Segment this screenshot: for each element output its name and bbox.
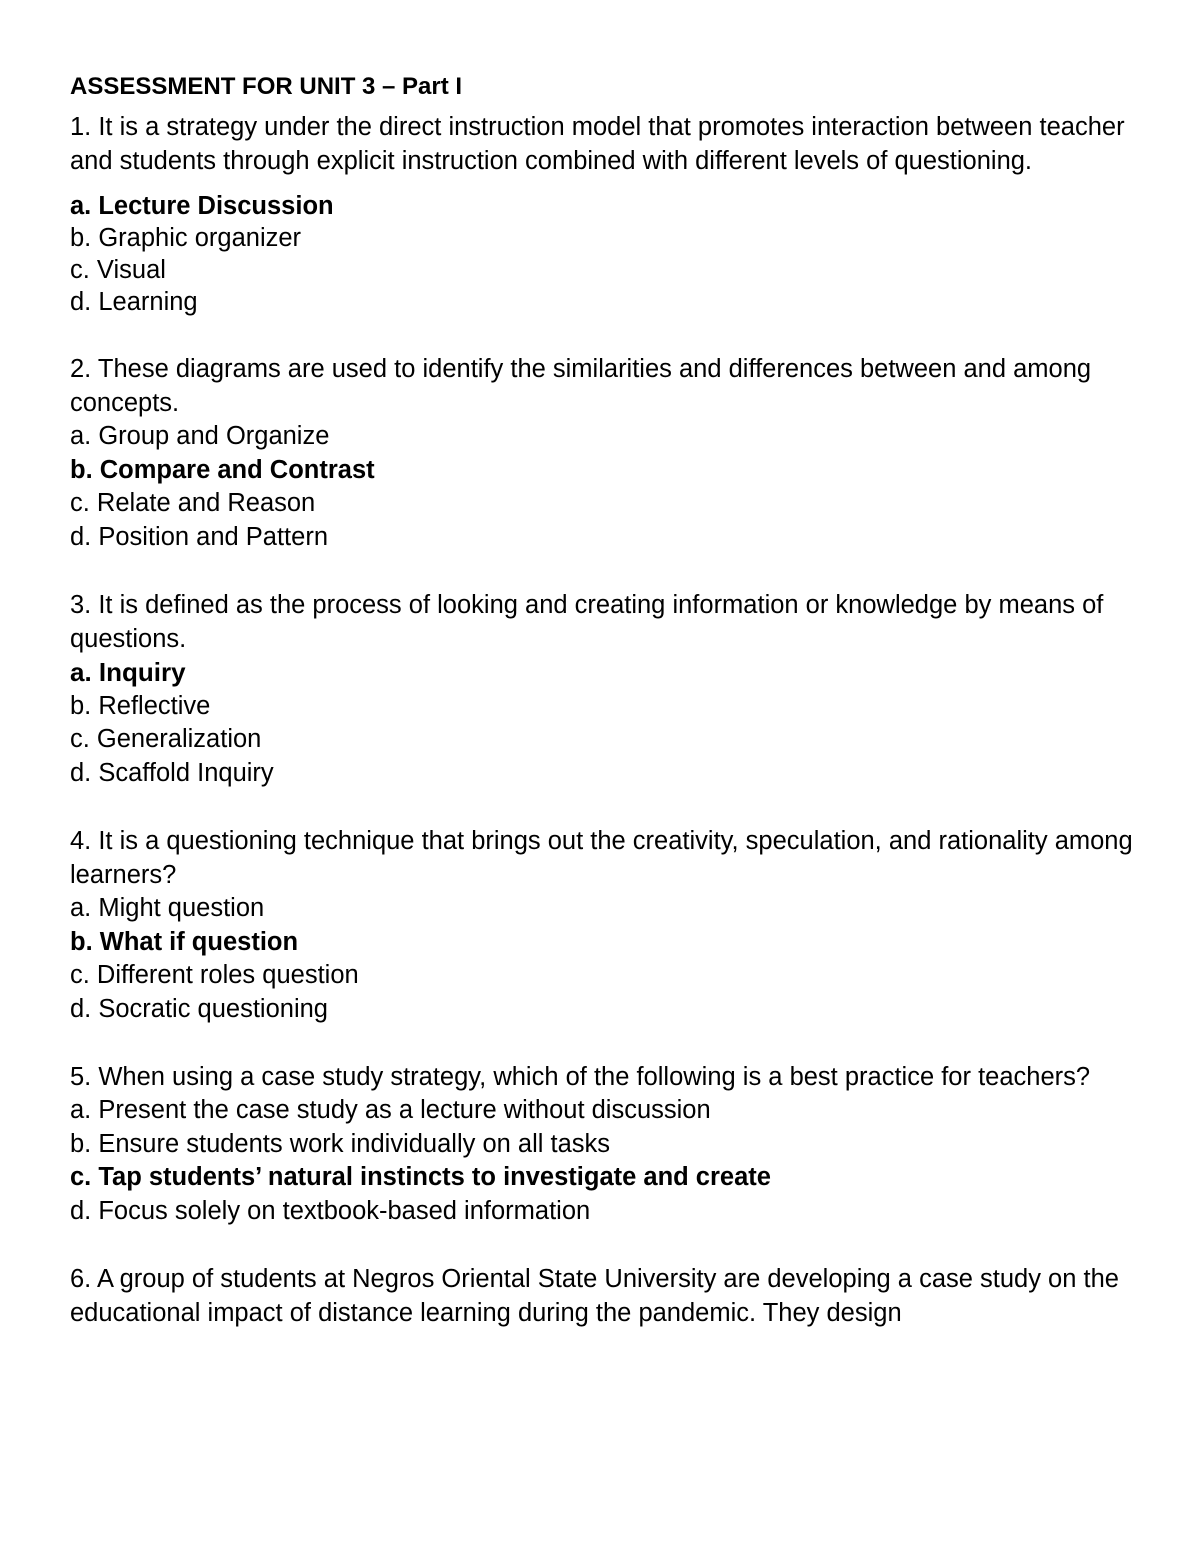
question-6 xyxy=(70,1262,1135,1330)
option-list xyxy=(70,892,1135,1026)
option-list xyxy=(70,656,1135,790)
question-stem: 2. These diagrams are used to identify the similarities and differences between and among concepts. xyxy=(70,355,1092,417)
option: b. Graphic organizer xyxy=(70,224,302,252)
option-correct: a. Inquiry xyxy=(70,657,186,687)
option: a. Group and Organize xyxy=(70,422,330,450)
question-4 xyxy=(70,824,1135,1026)
option-correct: a. Lecture Discussion xyxy=(70,192,334,220)
option: b. Ensure students work individually on all tasks xyxy=(70,1129,611,1158)
question-stem: 3. It is defined as the process of looking and creating information or knowledge by means of questions. xyxy=(70,591,1104,653)
option: d. Position and Pattern xyxy=(70,522,329,551)
question-stem: 6. A group of students at Negros Oriental State University are developing a case study on the educational impact of distance learning during the pandemic. They design xyxy=(70,1265,1119,1327)
question-3 xyxy=(70,588,1135,790)
option: c. Relate and Reason xyxy=(70,489,316,517)
option-list xyxy=(70,190,1135,318)
option: d. Learning xyxy=(70,288,198,316)
question-5 xyxy=(70,1060,1135,1228)
question-1 xyxy=(70,110,1135,318)
option: a. Present the case study as a lecture without discussion xyxy=(70,1096,711,1124)
option: d. Socratic questioning xyxy=(70,994,328,1023)
option-correct: b. Compare and Contrast xyxy=(70,455,375,484)
option-correct: c. Tap students’ natural instincts to investigate and create xyxy=(70,1163,771,1191)
question-stem: 5. When using a case study strategy, which of the following is a best practice for teachers? xyxy=(70,1063,1091,1091)
option-list xyxy=(70,1094,1135,1228)
document-page xyxy=(70,70,1135,1330)
option-correct: b. What if question xyxy=(70,927,299,956)
option: d. Scaffold Inquiry xyxy=(70,758,274,787)
option-list xyxy=(70,420,1135,554)
option: d. Focus solely on textbook-based information xyxy=(70,1196,591,1225)
option: a. Might question xyxy=(70,894,265,922)
option: b. Reflective xyxy=(70,691,211,720)
question-stem: 1. It is a strategy under the direct instruction model that promotes interaction between teacher and students through explicit instruction combined with different levels of questioning. xyxy=(70,113,1125,175)
question-2 xyxy=(70,352,1135,554)
option: c. Different roles question xyxy=(70,961,359,989)
option: c. Visual xyxy=(70,256,166,284)
question-stem: 4. It is a questioning technique that brings out the creativity, speculation, and rationality among learners? xyxy=(70,827,1133,889)
option: c. Generalization xyxy=(70,725,262,753)
document-title: ASSESSMENT FOR UNIT 3 – Part I xyxy=(70,73,463,100)
